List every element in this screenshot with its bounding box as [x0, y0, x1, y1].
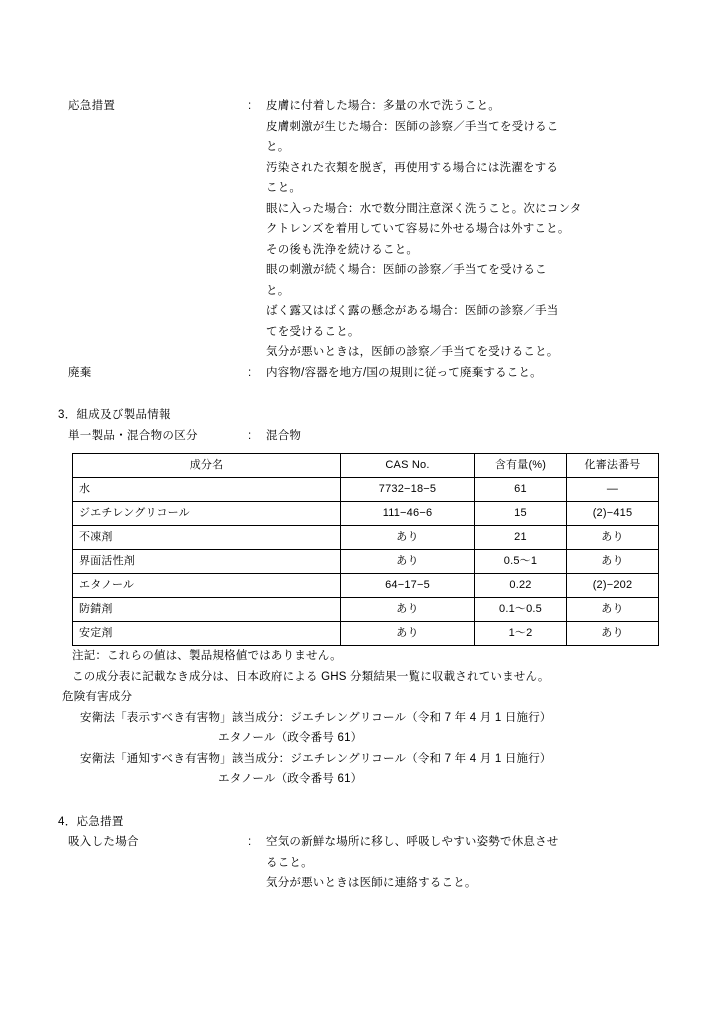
cell-kashinho: あり — [567, 550, 659, 574]
cell-name: 水 — [73, 478, 341, 502]
table-row — [73, 598, 659, 622]
cell-name: エタノール — [73, 574, 341, 598]
row-label: 応急措置 — [68, 100, 116, 112]
hazardous-item-1: 安衛法「表示すべき有害物」該当成分：ジエチレングリコール（令和 7 年 4 月 1 日施行） — [80, 711, 552, 724]
row-line: 内容物/容器を地方/国の規則に従って廃棄すること。 — [266, 366, 542, 379]
document-content — [58, 96, 668, 894]
cell-content: 0.1〜0.5 — [475, 598, 567, 622]
spacer — [58, 446, 668, 453]
row-value: 混合物 — [266, 429, 302, 442]
table-row — [73, 478, 659, 502]
row-line: 皮膚刺激が生じた場合：医師の診察／手当てを受けるこ — [266, 120, 559, 133]
column-header-cas: CAS No. — [341, 454, 475, 478]
row-value — [266, 363, 668, 384]
row-line: 空気の新鮮な場所に移し、呼吸しやすい姿勢で休息させ — [266, 836, 559, 848]
hazardous-components-heading: 危険有害成分 — [62, 691, 133, 703]
definition-row-classification — [58, 426, 668, 447]
row-line: てを受けること。 — [266, 325, 360, 338]
cell-cas: 64−17−5 — [341, 574, 475, 598]
row-line: 眼の刺激が続く場合：医師の診察／手当てを受けるこ — [266, 264, 547, 276]
cell-content: 61 — [475, 478, 567, 502]
spacer — [58, 790, 668, 812]
row-line: 気分が悪いときは医師に連絡すること。 — [266, 877, 477, 889]
row-value — [266, 96, 668, 363]
cell-name: 安定剤 — [73, 622, 341, 646]
cell-kashinho: (2)−202 — [567, 574, 659, 598]
row-line: と。 — [266, 284, 290, 297]
row-line: こと。 — [266, 182, 302, 194]
definition-row-emergency — [58, 96, 668, 363]
cell-cas: あり — [341, 526, 475, 550]
table-row — [73, 502, 659, 526]
cell-name: 不凍剤 — [73, 526, 341, 550]
cell-content: 21 — [475, 526, 567, 550]
row-line: その後も洗浄を続けること。 — [266, 243, 419, 256]
hazardous-item-1-cont: エタノール（政令番号 61） — [218, 732, 363, 744]
table-row — [73, 622, 659, 646]
row-colon: : — [248, 836, 252, 848]
cell-kashinho: あり — [567, 526, 659, 550]
row-colon: : — [248, 100, 252, 112]
row-colon: : — [248, 366, 252, 379]
table-note-1: 注記：これらの値は、製品規格値ではありません。 — [72, 650, 342, 662]
row-colon: : — [248, 429, 252, 442]
row-line: 気分が悪いときは，医師の診察／手当てを受けること。 — [266, 346, 559, 358]
row-line: と。 — [266, 141, 290, 153]
cell-kashinho: — — [567, 478, 659, 502]
column-header-name: 成分名 — [73, 454, 341, 478]
row-label: 吸入した場合 — [68, 836, 139, 848]
cell-content: 0.5〜1 — [475, 550, 567, 574]
table-row — [73, 550, 659, 574]
column-header-content: 含有量(%) — [475, 454, 567, 478]
composition-table — [72, 453, 659, 646]
cell-cas: 7732−18−5 — [341, 478, 475, 502]
cell-content: 1〜2 — [475, 622, 567, 646]
row-line: 眼に入った場合：水で数分間注意深く洗うこと。次にコンタ — [266, 202, 582, 215]
row-line: ること。 — [266, 856, 313, 869]
definition-row-inhalation — [58, 832, 668, 894]
cell-name: 防錆剤 — [73, 598, 341, 622]
hazardous-item-2-cont: エタノール（政令番号 61） — [218, 773, 363, 785]
table-header-row — [73, 454, 659, 478]
table-note-2: この成分表に記載なき成分は、日本政府による GHS 分類結果一覧に収載されていません。 — [72, 670, 550, 683]
row-label: 廃棄 — [68, 366, 92, 379]
hazardous-item-2: 安衛法「通知すべき有害物」該当成分：ジエチレングリコール（令和 7 年 4 月 1 日施行） — [80, 752, 552, 765]
cell-cas: あり — [341, 550, 475, 574]
cell-content: 15 — [475, 502, 567, 526]
cell-kashinho: あり — [567, 622, 659, 646]
section-4-title: 4．応急措置 — [58, 815, 124, 828]
row-line: クトレンズを着用していて容易に外せる場合は外すこと。 — [266, 223, 570, 235]
spacer — [58, 383, 668, 405]
row-line: 汚染された衣類を脱ぎ，再使用する場合には洗濯をする — [266, 161, 559, 174]
cell-cas: 111−46−6 — [341, 502, 475, 526]
cell-kashinho: あり — [567, 598, 659, 622]
definition-row-disposal — [58, 363, 668, 384]
cell-kashinho: (2)−415 — [567, 502, 659, 526]
row-line: 皮膚に付着した場合：多量の水で洗うこと。 — [266, 100, 500, 112]
cell-name: 界面活性剤 — [73, 550, 341, 574]
row-value — [266, 832, 668, 894]
row-label: 単一製品・混合物の区分 — [68, 429, 198, 442]
row-line: ばく露又はばく露の懸念がある場合：医師の診察／手当 — [266, 305, 559, 317]
cell-cas: あり — [341, 622, 475, 646]
cell-name: ジエチレングリコール — [73, 502, 341, 526]
table-row — [73, 526, 659, 550]
column-header-kashinho: 化審法番号 — [567, 454, 659, 478]
cell-content: 0.22 — [475, 574, 567, 598]
section-3-title: 3．組成及び製品情報 — [58, 409, 171, 421]
cell-cas: あり — [341, 598, 475, 622]
table-row — [73, 574, 659, 598]
